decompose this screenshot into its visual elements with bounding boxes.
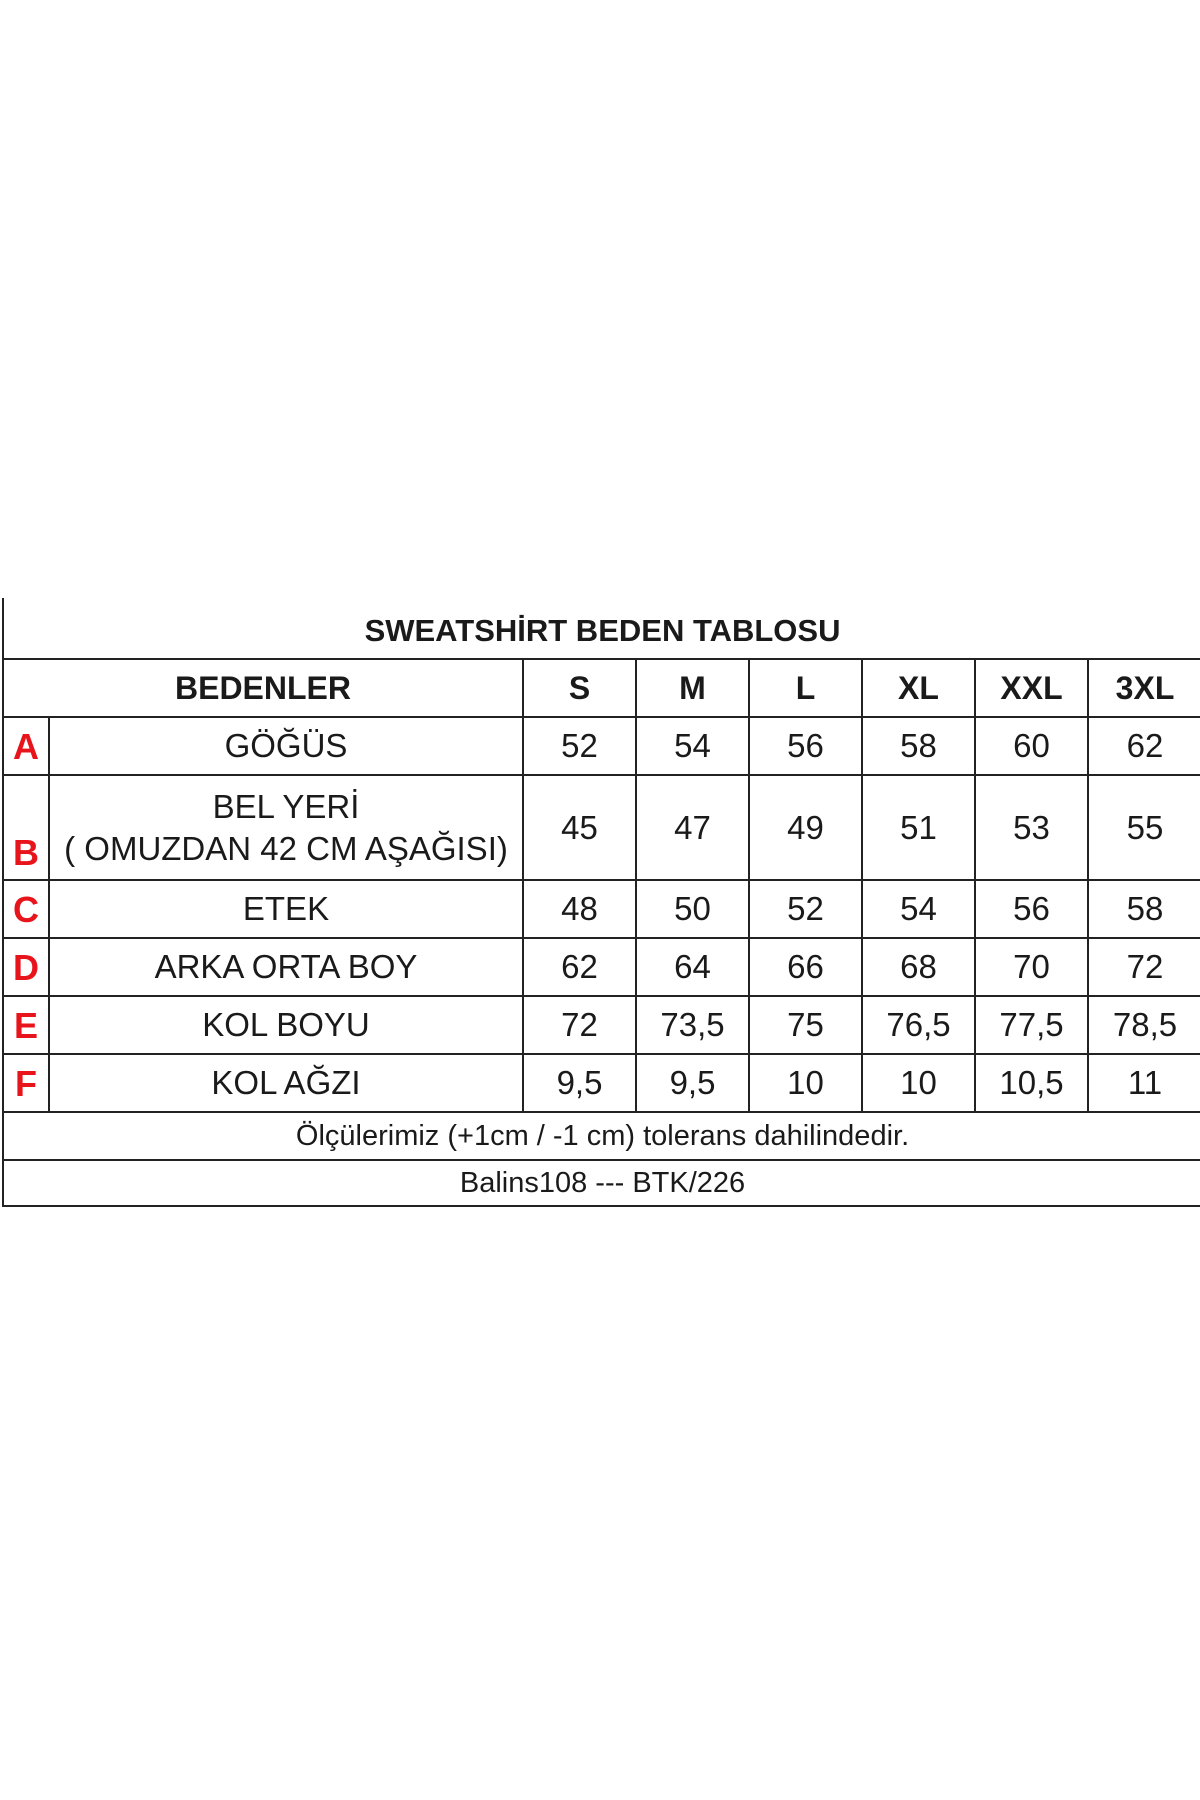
measurement-value: 11 [1088, 1054, 1200, 1112]
tolerance-note: Ölçülerimiz (+1cm / -1 cm) tolerans dahilindedir. [3, 1112, 1200, 1160]
row-letter: C [3, 880, 49, 938]
size-header-3xl: 3XL [1088, 659, 1200, 717]
row-letter: D [3, 938, 49, 996]
measurement-value: 9,5 [636, 1054, 749, 1112]
measurement-value: 54 [636, 717, 749, 775]
measurement-value: 47 [636, 775, 749, 880]
measurement-value: 51 [862, 775, 975, 880]
measurement-name [49, 775, 523, 880]
measurement-value: 58 [1088, 880, 1200, 938]
size-chart-table [2, 598, 1200, 1207]
code-row [3, 1160, 1200, 1206]
measurement-value: 76,5 [862, 996, 975, 1054]
measurement-value: 53 [975, 775, 1088, 880]
measurement-value: 52 [749, 880, 862, 938]
row-letter: E [3, 996, 49, 1054]
measurement-value: 49 [749, 775, 862, 880]
measurement-value: 72 [1088, 938, 1200, 996]
measurement-value: 58 [862, 717, 975, 775]
title-row [3, 598, 1200, 659]
measurement-value: 66 [749, 938, 862, 996]
measurement-name: KOL AĞZI [49, 1054, 523, 1112]
measurement-value: 75 [749, 996, 862, 1054]
measurement-value: 68 [862, 938, 975, 996]
table-row [3, 880, 1200, 938]
measurement-value: 77,5 [975, 996, 1088, 1054]
table-row [3, 775, 1200, 880]
measurement-value: 10,5 [975, 1054, 1088, 1112]
measurement-value: 48 [523, 880, 636, 938]
product-code: Balins108 --- BTK/226 [3, 1160, 1200, 1206]
measurement-subname-line: ( OMUZDAN 42 CM AŞAĞISI) [64, 829, 508, 867]
measurement-value: 72 [523, 996, 636, 1054]
measurement-value: 55 [1088, 775, 1200, 880]
measurement-value: 62 [523, 938, 636, 996]
table-row [3, 938, 1200, 996]
row-letter: B [3, 775, 49, 880]
measurement-value: 50 [636, 880, 749, 938]
measurement-name-line: BEL YERİ [212, 788, 360, 826]
measurement-value: 54 [862, 880, 975, 938]
size-header-xxl: XXL [975, 659, 1088, 717]
header-label: BEDENLER [3, 659, 523, 717]
measurement-value: 60 [975, 717, 1088, 775]
note-row [3, 1112, 1200, 1160]
measurement-value: 10 [862, 1054, 975, 1112]
chart-title: SWEATSHİRT BEDEN TABLOSU [3, 598, 1200, 659]
measurement-value: 52 [523, 717, 636, 775]
measurement-name: KOL BOYU [49, 996, 523, 1054]
size-header-xl: XL [862, 659, 975, 717]
measurement-value: 56 [975, 880, 1088, 938]
measurement-value: 9,5 [523, 1054, 636, 1112]
measurement-value: 73,5 [636, 996, 749, 1054]
row-letter: F [3, 1054, 49, 1112]
measurement-value: 45 [523, 775, 636, 880]
measurement-value: 70 [975, 938, 1088, 996]
measurement-value: 78,5 [1088, 996, 1200, 1054]
header-row [3, 659, 1200, 717]
table-row [3, 996, 1200, 1054]
measurement-value: 64 [636, 938, 749, 996]
table-row [3, 717, 1200, 775]
measurement-value: 56 [749, 717, 862, 775]
measurement-value: 62 [1088, 717, 1200, 775]
measurement-name: ETEK [49, 880, 523, 938]
table-row [3, 1054, 1200, 1112]
measurement-name: GÖĞÜS [49, 717, 523, 775]
size-header-l: L [749, 659, 862, 717]
row-letter: A [3, 717, 49, 775]
size-header-m: M [636, 659, 749, 717]
measurement-name: ARKA ORTA BOY [49, 938, 523, 996]
size-header-s: S [523, 659, 636, 717]
measurement-value: 10 [749, 1054, 862, 1112]
